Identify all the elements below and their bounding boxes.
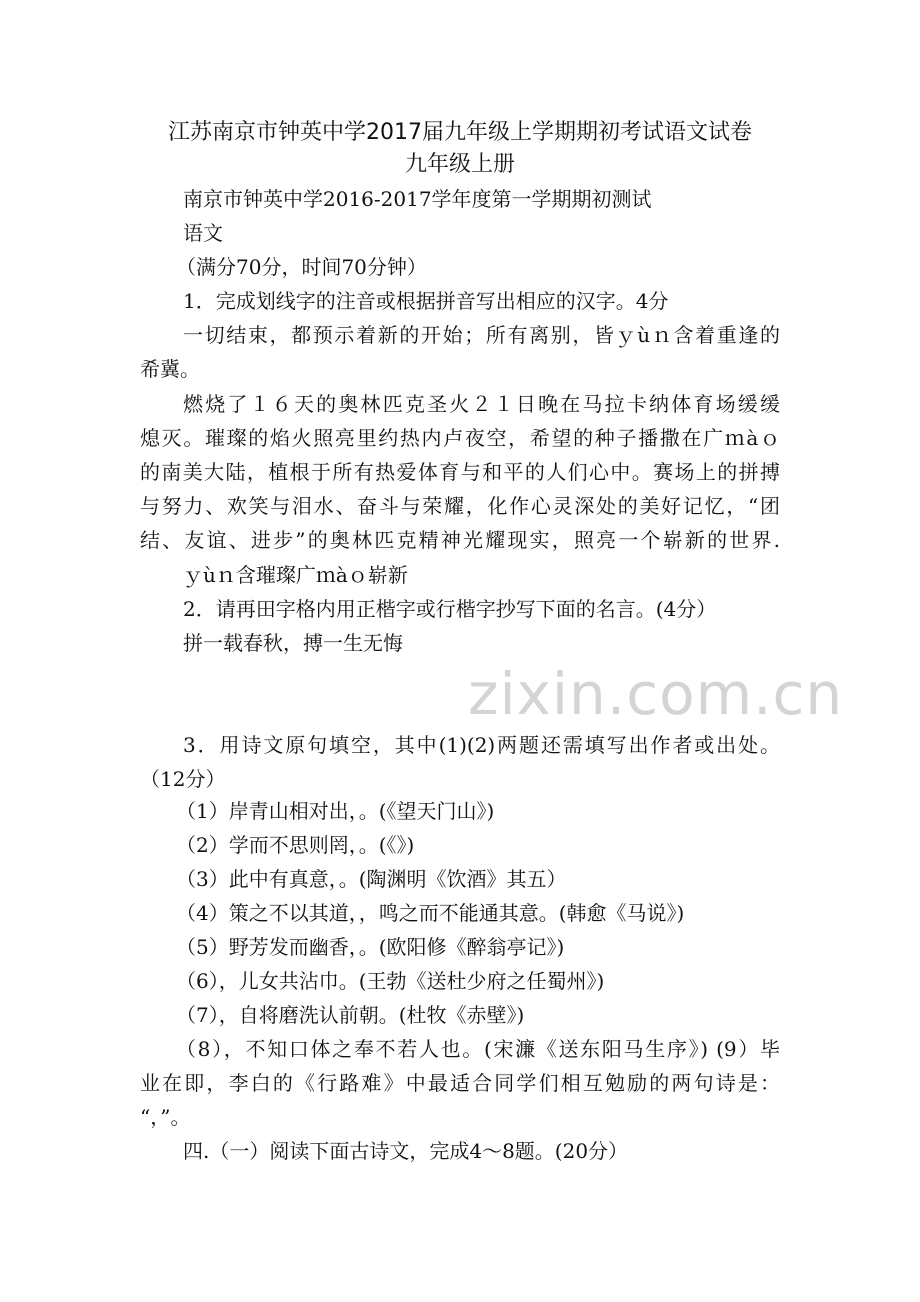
fill-item-7: （7），自将磨洗认前朝。(杜牧《赤壁》) — [176, 1003, 525, 1027]
paragraph-line: 与努力、欢笑与泪水、奋斗与荣耀，化作心灵深处的美好记忆，“团 — [140, 494, 780, 518]
fill-item-4: （4）策之不以其道，，鸣之而不能通其意。(韩愈《马说》) — [176, 901, 685, 925]
question-3-score: （12分） — [140, 767, 226, 791]
paragraph-line: 熄灭。璀璨的焰火照亮里约热内卢夜空，希望的种子播撒在广ｍàｏ — [140, 426, 780, 450]
paragraph-line: 结、友谊、进步”的奥林匹克精神光耀现实，照亮一个崭新的世界. — [140, 528, 780, 552]
question-2: 2．请再田字格内用正楷字或行楷字抄写下面的名言。(4分） — [183, 597, 717, 621]
motto-line: 拼一载春秋，搏一生无悔 — [183, 631, 403, 655]
answer-words: ｙùｎ含璀璨广ｍàｏ崭新 — [183, 563, 408, 587]
paragraph-line: 希冀。 — [140, 357, 200, 381]
score-time-line: （满分70分，时间70分钟） — [176, 255, 427, 279]
fill-item-3: （3）此中有真意，。(陶渊明《饮酒》其五） — [176, 867, 567, 891]
fill-item-5: （5）野芳发而幽香，。(欧阳修《醉翁亭记》) — [176, 935, 565, 959]
paragraph-line: 一切结束，都预示着新的开始；所有离别，皆ｙùｎ含着重逢的 — [183, 323, 780, 347]
question-3: 3．用诗文原句填空，其中(1)(2)两题还需填写出作者或出处。 — [183, 733, 780, 757]
fill-item-9: 业在即，李白的《行路难》中最适合同学们相互勉励的两句诗是： — [140, 1071, 780, 1095]
fill-item-2: （2）学而不思则罔，。(《》) — [176, 833, 415, 857]
fill-item-9-blank: “，”。 — [140, 1105, 191, 1129]
subject-line: 语文 — [183, 221, 223, 245]
fill-item-1: （1）岸青山相对出，。(《望天门山》) — [176, 799, 495, 823]
watermark: zixin.com.cn — [468, 660, 844, 728]
document-title: 江苏南京市钟英中学2017届九年级上学期期初考试语文试卷 — [168, 120, 752, 145]
fill-item-6: （6），儿女共沾巾。(王勃《送杜少府之任蜀州》) — [176, 969, 605, 993]
fill-item-8: （8），不知口体之奉不若人也。(宋濂《送东阳马生序》) (9）毕 — [176, 1037, 780, 1061]
section-4-heading: 四.（一）阅读下面古诗文，完成4～8题。(20分） — [183, 1139, 629, 1163]
exam-header: 南京市钟英中学2016-2017学年度第一学期期初测试 — [183, 187, 652, 211]
question-1: 1．完成划线字的注音或根据拼音写出相应的汉字。4分 — [183, 289, 669, 313]
paragraph-line: 燃烧了１６天的奥林匹克圣火２１日晚在马拉卡纳体育场缓缓 — [183, 392, 780, 416]
paragraph-line: 的南美大陆，植根于所有热爱体育与和平的人们心中。赛场上的拼搏 — [140, 460, 780, 484]
document-subtitle: 九年级上册 — [404, 152, 515, 177]
